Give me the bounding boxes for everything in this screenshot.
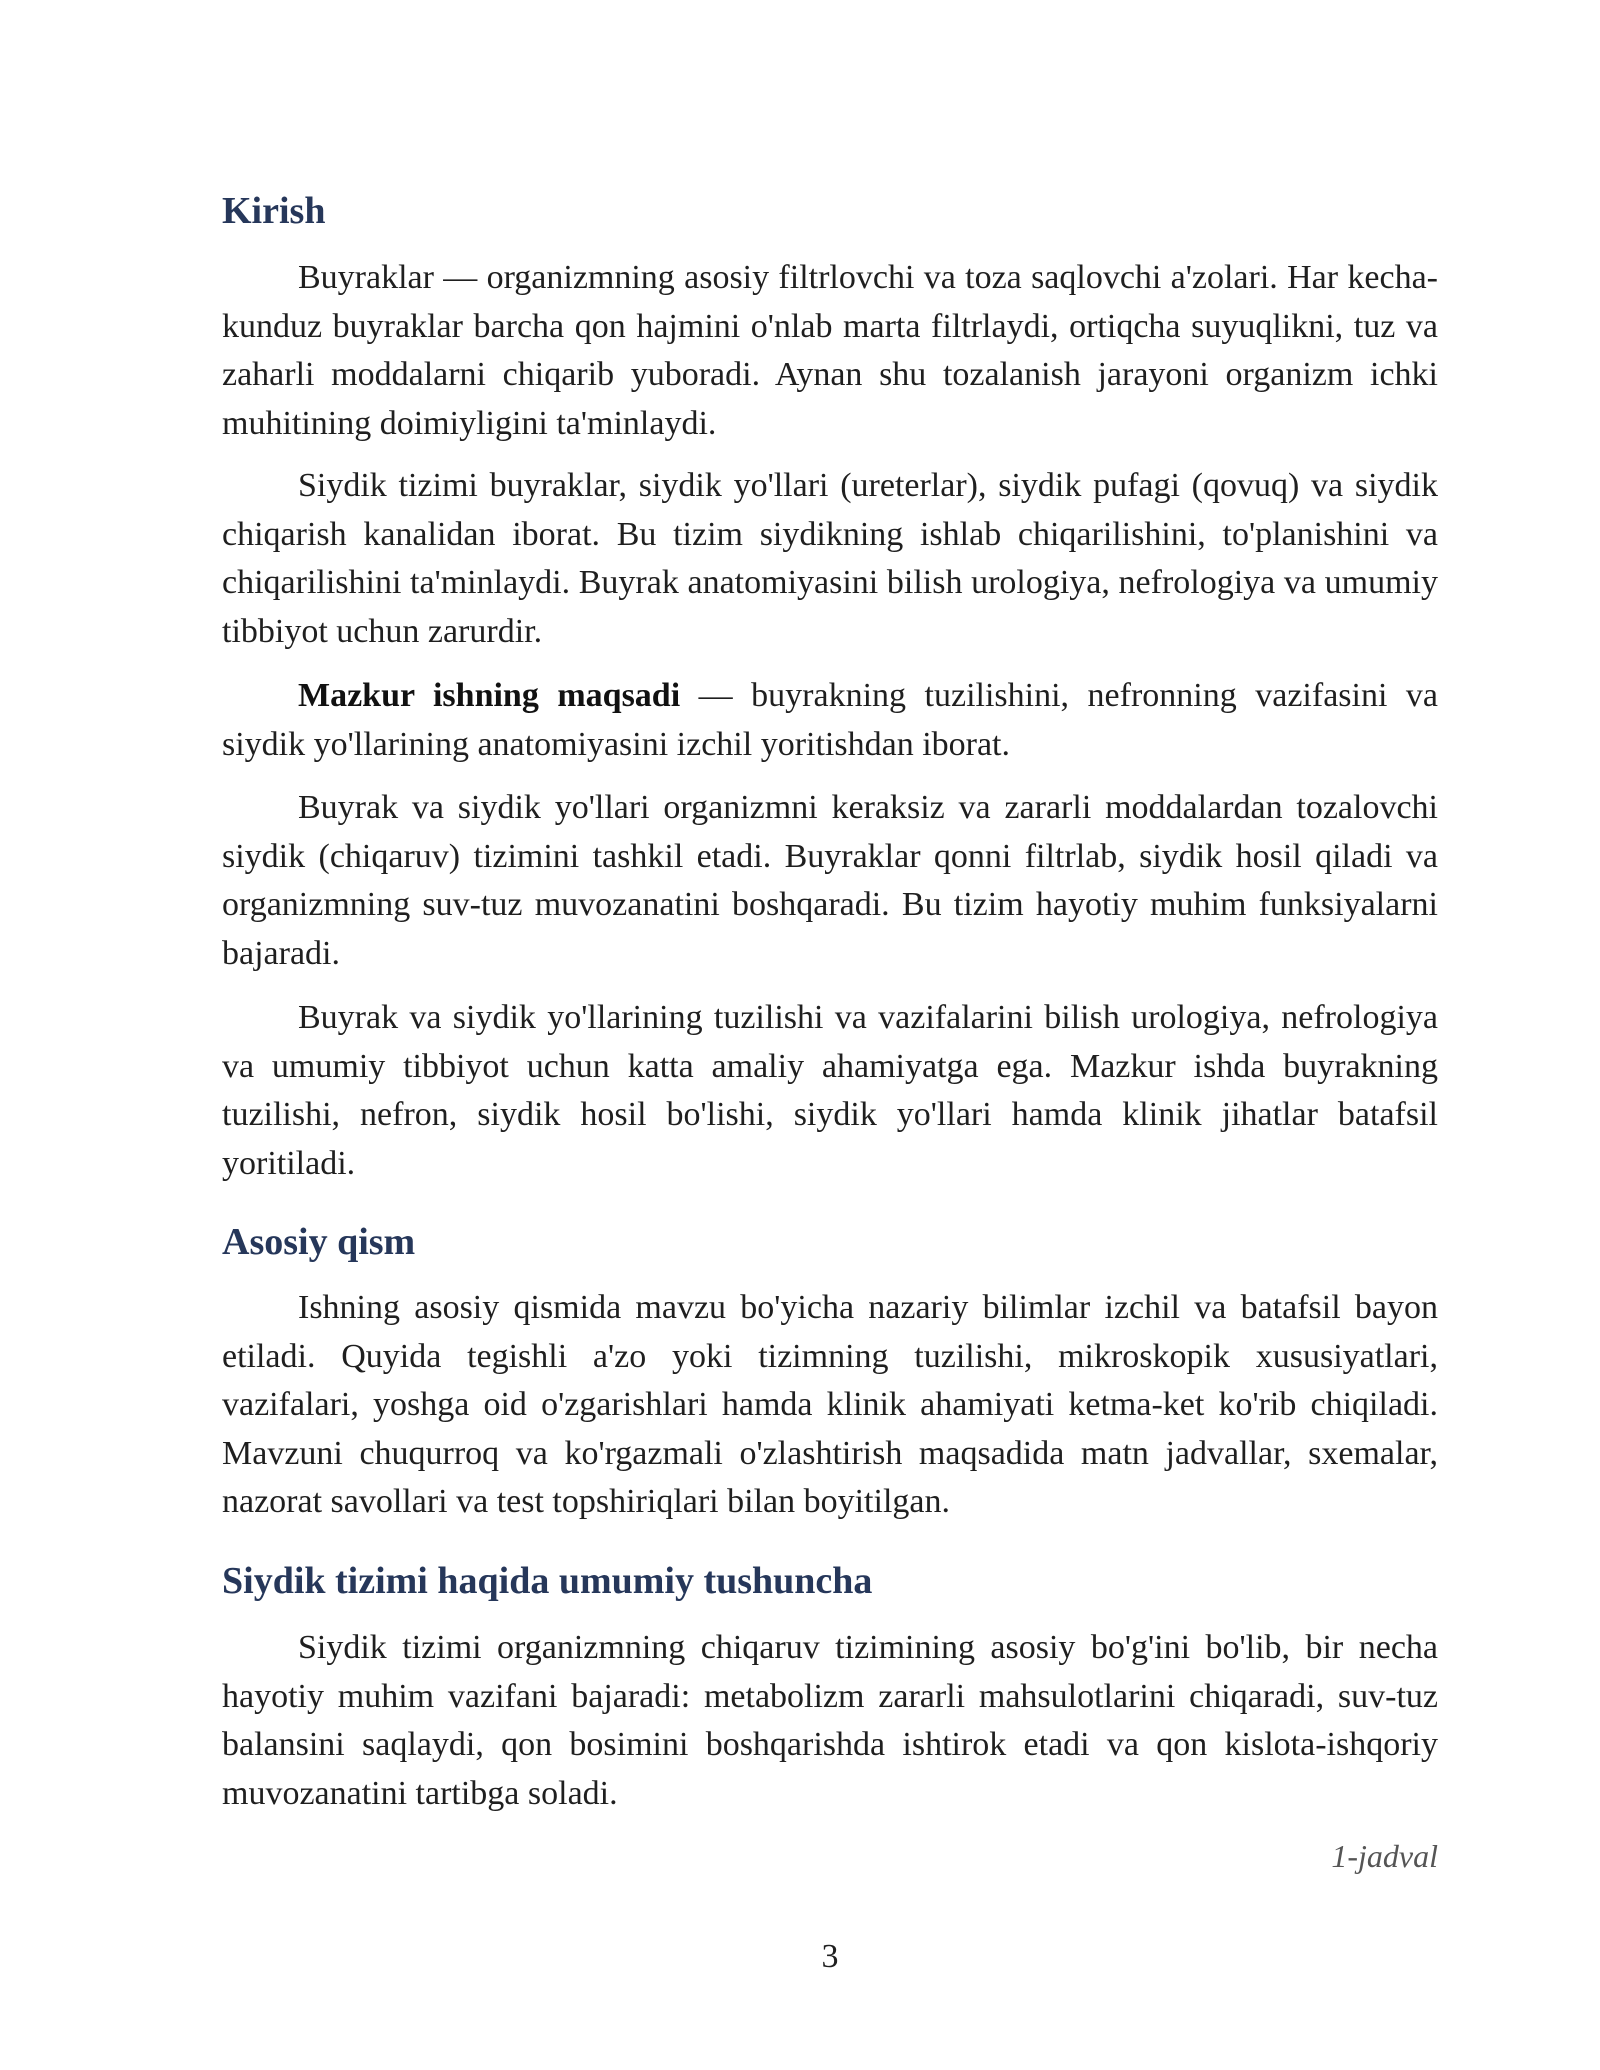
paragraph-intro-1: Buyraklar — organizmning asosiy filtrlovchi va toza saqlovchi a'zolari. Har kecha-kunduz buyraklar barcha qon hajmini o'nlab marta filtrlaydi, ortiqcha suyuqlikni, tuz va zaharli moddalarni chiqarib yuboradi. Aynan shu tozalanish jarayoni organizm ichki muhitining doimiyligini ta'minlaydi. — [222, 259, 1438, 442]
paragraph-intro-4: Buyrak va siydik yo'llari organizmni keraksiz va zararli moddalardan tozalovchi siydik (chiqaruv) tizimini tashkil etadi. Buyraklar qonni filtrlab, siydik hosil qiladi va organizmning suv-tuz muvozanatini boshqaradi. Bu tizim hayotiy muhim funksiyalarni bajaradi. — [222, 789, 1438, 972]
paragraph-intro-2: Siydik tizimi buyraklar, siydik yo'llari (ureterlar), siydik pufagi (qovuq) va siydik chiqarish kanalidan iborat. Bu tizim siydikning ishlab chiqarilishini, to'planishini va chiqarilishini ta'minlaydi. Buyrak anatomiyasini bilish urologiya, nefrologiya va umumiy tibbiyot uchun zarurdir. — [222, 467, 1438, 650]
section-heading-intro: Kirish — [222, 190, 326, 232]
document-page — [222, 0, 1438, 2070]
page-number: 3 — [821, 1938, 839, 1975]
paragraph-main-1: Ishning asosiy qismida mavzu bo'yicha nazariy bilimlar izchil va batafsil bayon etiladi. Quyida tegishli a'zo yoki tizimning tuzilishi, mikroskopik xususiyatlari, vazifalari, yoshga oid o'zgarishlari hamda klinik ahamiyati ketma-ket ko'rib chiqiladi. Mavzuni chuqurroq va ko'rgazmali o'zlashtirish maqsadida matn jadvallar, sxemalar, nazorat savollari va test topshiriqlari bilan boyitilgan. — [222, 1289, 1438, 1520]
section-heading-concept: Siydik tizimi haqida umumiy tushuncha — [222, 1560, 873, 1602]
paragraph-concept-1: Siydik tizimi organizmning chiqaruv tizimining asosiy bo'g'ini bo'lib, bir necha hayotiy muhim vazifani bajaradi: metabolizm zararli mahsulotlarini chiqaradi, suv-tuz balansini saqlaydi, qon bosimini boshqarishda ishtirok etadi va qon kislota-ishqoriy muvozanatini tartibga soladi. — [222, 1629, 1438, 1812]
section-heading-main: Asosiy qism — [222, 1221, 416, 1263]
goal-text: — buyrakning tuzilishini, nefronning vazifasini va siydik yo'llarining anatomiyasini izchil yoritishdan iborat. — [222, 677, 1439, 763]
table-caption: 1-jadval — [1331, 1838, 1438, 1874]
goal-label: Mazkur ishning maqsadi — [298, 677, 681, 714]
paragraph-goal — [222, 672, 1438, 769]
paragraph-intro-5: Buyrak va siydik yo'llarining tuzilishi va vazifalarini bilish urologiya, nefrologiya va umumiy tibbiyot uchun katta amaliy ahamiyatga ega. Mazkur ishda buyrakning tuzilishi, nefron, siydik hosil bo'lishi, siydik yo'llari hamda klinik jihatlar batafsil yoritiladi. — [222, 999, 1438, 1182]
